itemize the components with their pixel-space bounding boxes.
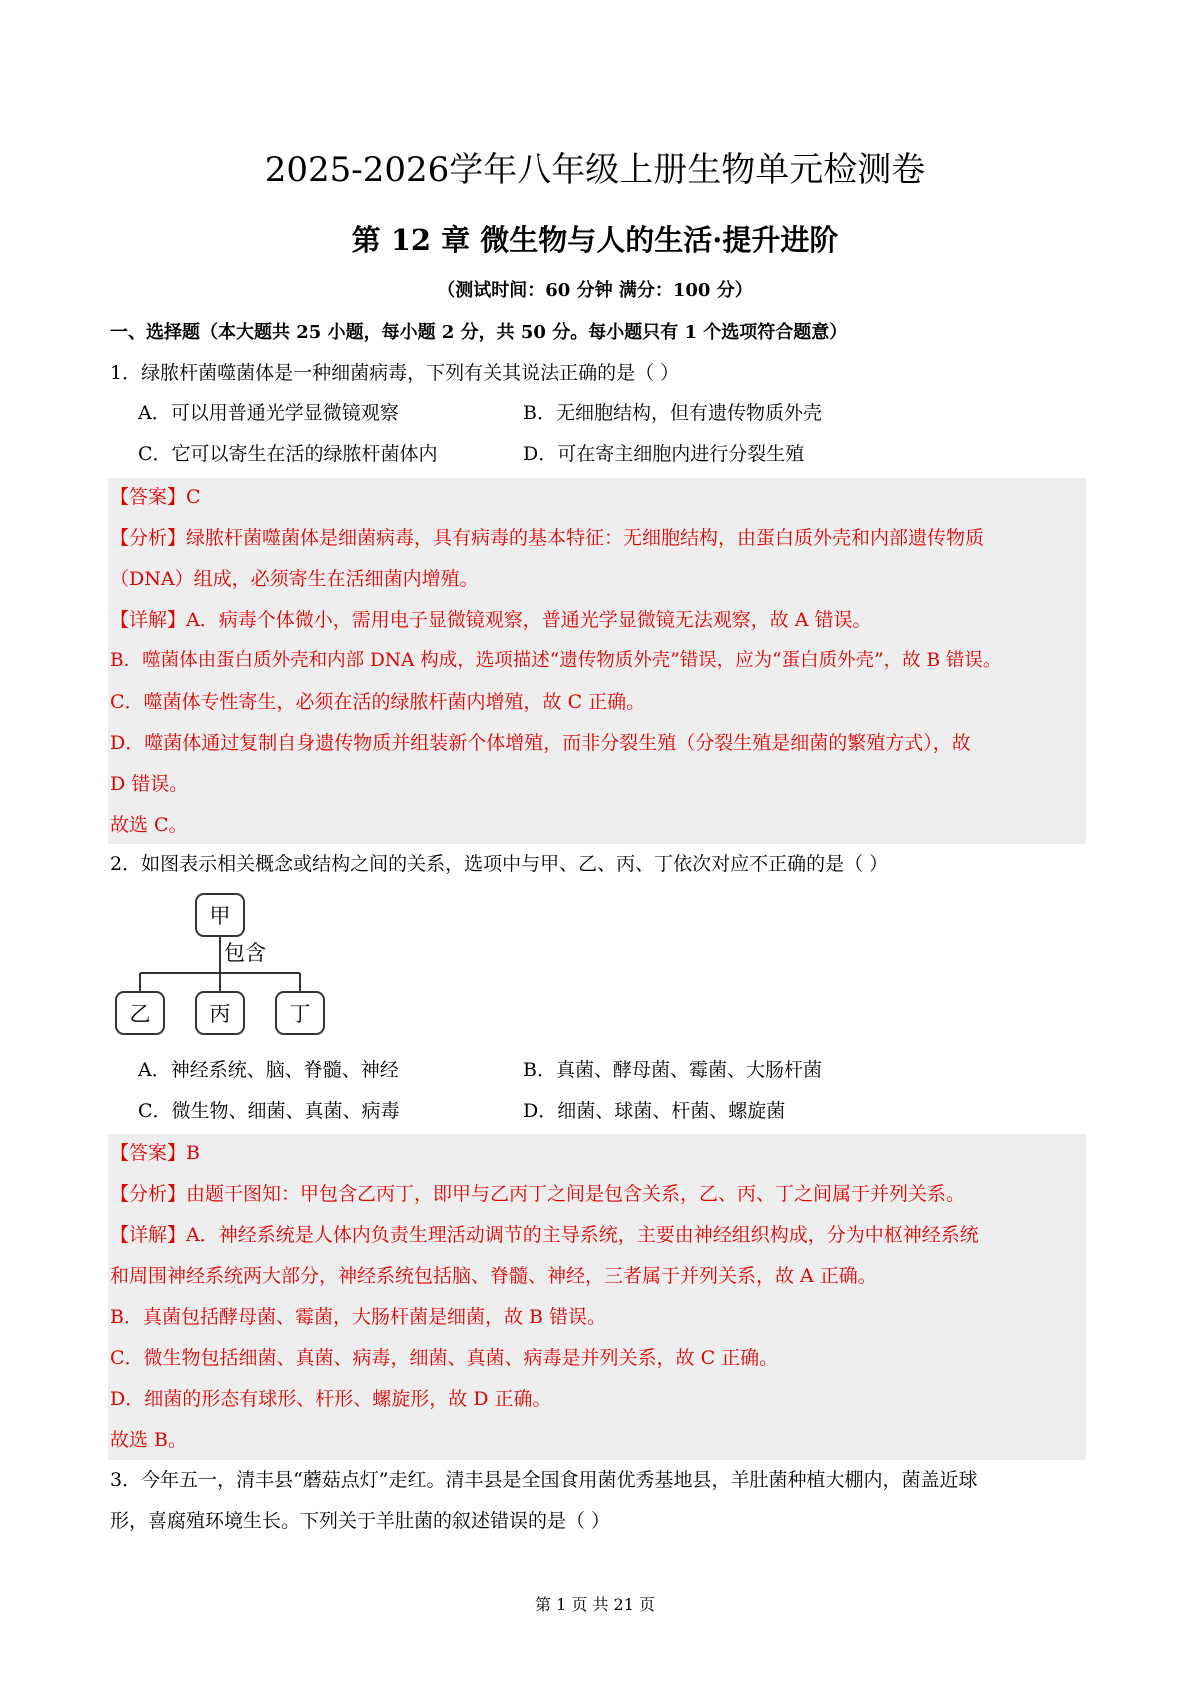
question-3-stem: 形，喜腐殖环境生长。下列关于羊肚菌的叙述错误的是（ ） [110, 1510, 611, 1532]
q2-answer-line: 【分析】由题干图知：甲包含乙丙丁，即甲与乙丙丁之间是包含关系，乙、丙、丁之间属于并列关系。 [110, 1183, 966, 1205]
diagram-label-top: 甲 [209, 904, 231, 928]
q2-answer-line: 故选 B。 [110, 1429, 188, 1451]
question-2-stem: 2．如图表示相关概念或结构之间的关系，选项中与甲、乙、丙、丁依次对应不正确的是（ ） [110, 853, 889, 875]
question-1-stem: 1．绿脓杆菌噬菌体是一种细菌病毒，下列有关其说法正确的是（ ） [110, 362, 680, 384]
diagram-label-child: 乙 [129, 1002, 151, 1026]
diagram-relation-label: 包含 [224, 941, 266, 965]
q2-option-c: C．微生物、细菌、真菌、病毒 [138, 1100, 400, 1122]
q2-option-b: B．真菌、酵母菌、霉菌、大肠杆菌 [523, 1059, 822, 1081]
q2-answer-line: 和周围神经系统两大部分，神经系统包括脑、脊髓、神经，三者属于并列关系，故 A 正确。 [110, 1265, 877, 1287]
document-title: 2025-2026学年八年级上册生物单元检测卷 [264, 150, 926, 190]
diagram-label-child: 丙 [209, 1002, 231, 1026]
section-heading: 一、选择题（本大题共 25 小题，每小题 2 分，共 50 分。每小题只有 1 个选项符合题意） [110, 322, 848, 343]
q2-answer-line: C．微生物包括细菌、真菌、病毒，细菌、真菌、病毒是并列关系，故 C 正确。 [110, 1347, 779, 1369]
q2-answer-line: B．真菌包括酵母菌、霉菌，大肠杆菌是细菌，故 B 错误。 [110, 1306, 607, 1328]
q1-answer-line: D．噬菌体通过复制自身遗传物质并组装新个体增殖，而非分裂生殖（分裂生殖是细菌的繁殖方式），故 [110, 732, 971, 754]
q1-answer-line: 【答案】C [110, 486, 201, 508]
q1-answer-line: C．噬菌体专性寄生，必须在活的绿脓杆菌内增殖，故 C 正确。 [110, 691, 646, 713]
question-3-stem: 3．今年五一，清丰县“蘑菇点灯”走红。清丰县是全国食用菌优秀基地县，羊肚菌种植大棚内，菌盖近球 [110, 1469, 978, 1491]
q1-answer-line: （DNA）组成，必须寄生在活细菌内增殖。 [110, 568, 479, 590]
q1-option-c: C．它可以寄生在活的绿脓杆菌体内 [138, 443, 438, 465]
q2-option-a: A．神经系统、脑、脊髓、神经 [138, 1059, 399, 1081]
page-footer: 第 1 页 共 21 页 [535, 1595, 655, 1614]
q1-option-a: A．可以用普通光学显微镜观察 [138, 402, 399, 424]
chapter-subtitle: 第 12 章 微生物与人的生活·提升进阶 [351, 223, 839, 257]
q1-answer-line: 【详解】A．病毒个体微小，需用电子显微镜观察，普通光学显微镜无法观察，故 A 错误。 [110, 609, 872, 631]
q2-answer-line: D．细菌的形态有球形、杆形、螺旋形，故 D 正确。 [110, 1388, 552, 1410]
diagram-label-child: 丁 [289, 1002, 311, 1026]
q2-answer-line: 【答案】B [110, 1142, 200, 1164]
q2-option-d: D．细菌、球菌、杆菌、螺旋菌 [523, 1100, 786, 1122]
q1-answer-line: D 错误。 [110, 773, 189, 795]
q2-answer-line: 【详解】A．神经系统是人体内负责生理活动调节的主导系统，主要由神经组织构成，分为中枢神经系统 [110, 1224, 979, 1246]
q1-option-d: D．可在寄主细胞内进行分裂生殖 [523, 443, 805, 465]
concept-diagram [112, 892, 332, 1042]
q1-answer-line: 【分析】绿脓杆菌噬菌体是细菌病毒，具有病毒的基本特征：无细胞结构，由蛋白质外壳和内部遗传物质 [110, 527, 985, 549]
q1-option-b: B．无细胞结构，但有遗传物质外壳 [523, 402, 822, 424]
q1-answer-line: 故选 C。 [110, 814, 188, 836]
q1-answer-line: B．噬菌体由蛋白质外壳和内部 DNA 构成，选项描述“遗传物质外壳”错误，应为“蛋白质外壳”，故 B 错误。 [110, 650, 1002, 671]
exam-meta: （测试时间：60 分钟 满分：100 分） [437, 280, 753, 301]
